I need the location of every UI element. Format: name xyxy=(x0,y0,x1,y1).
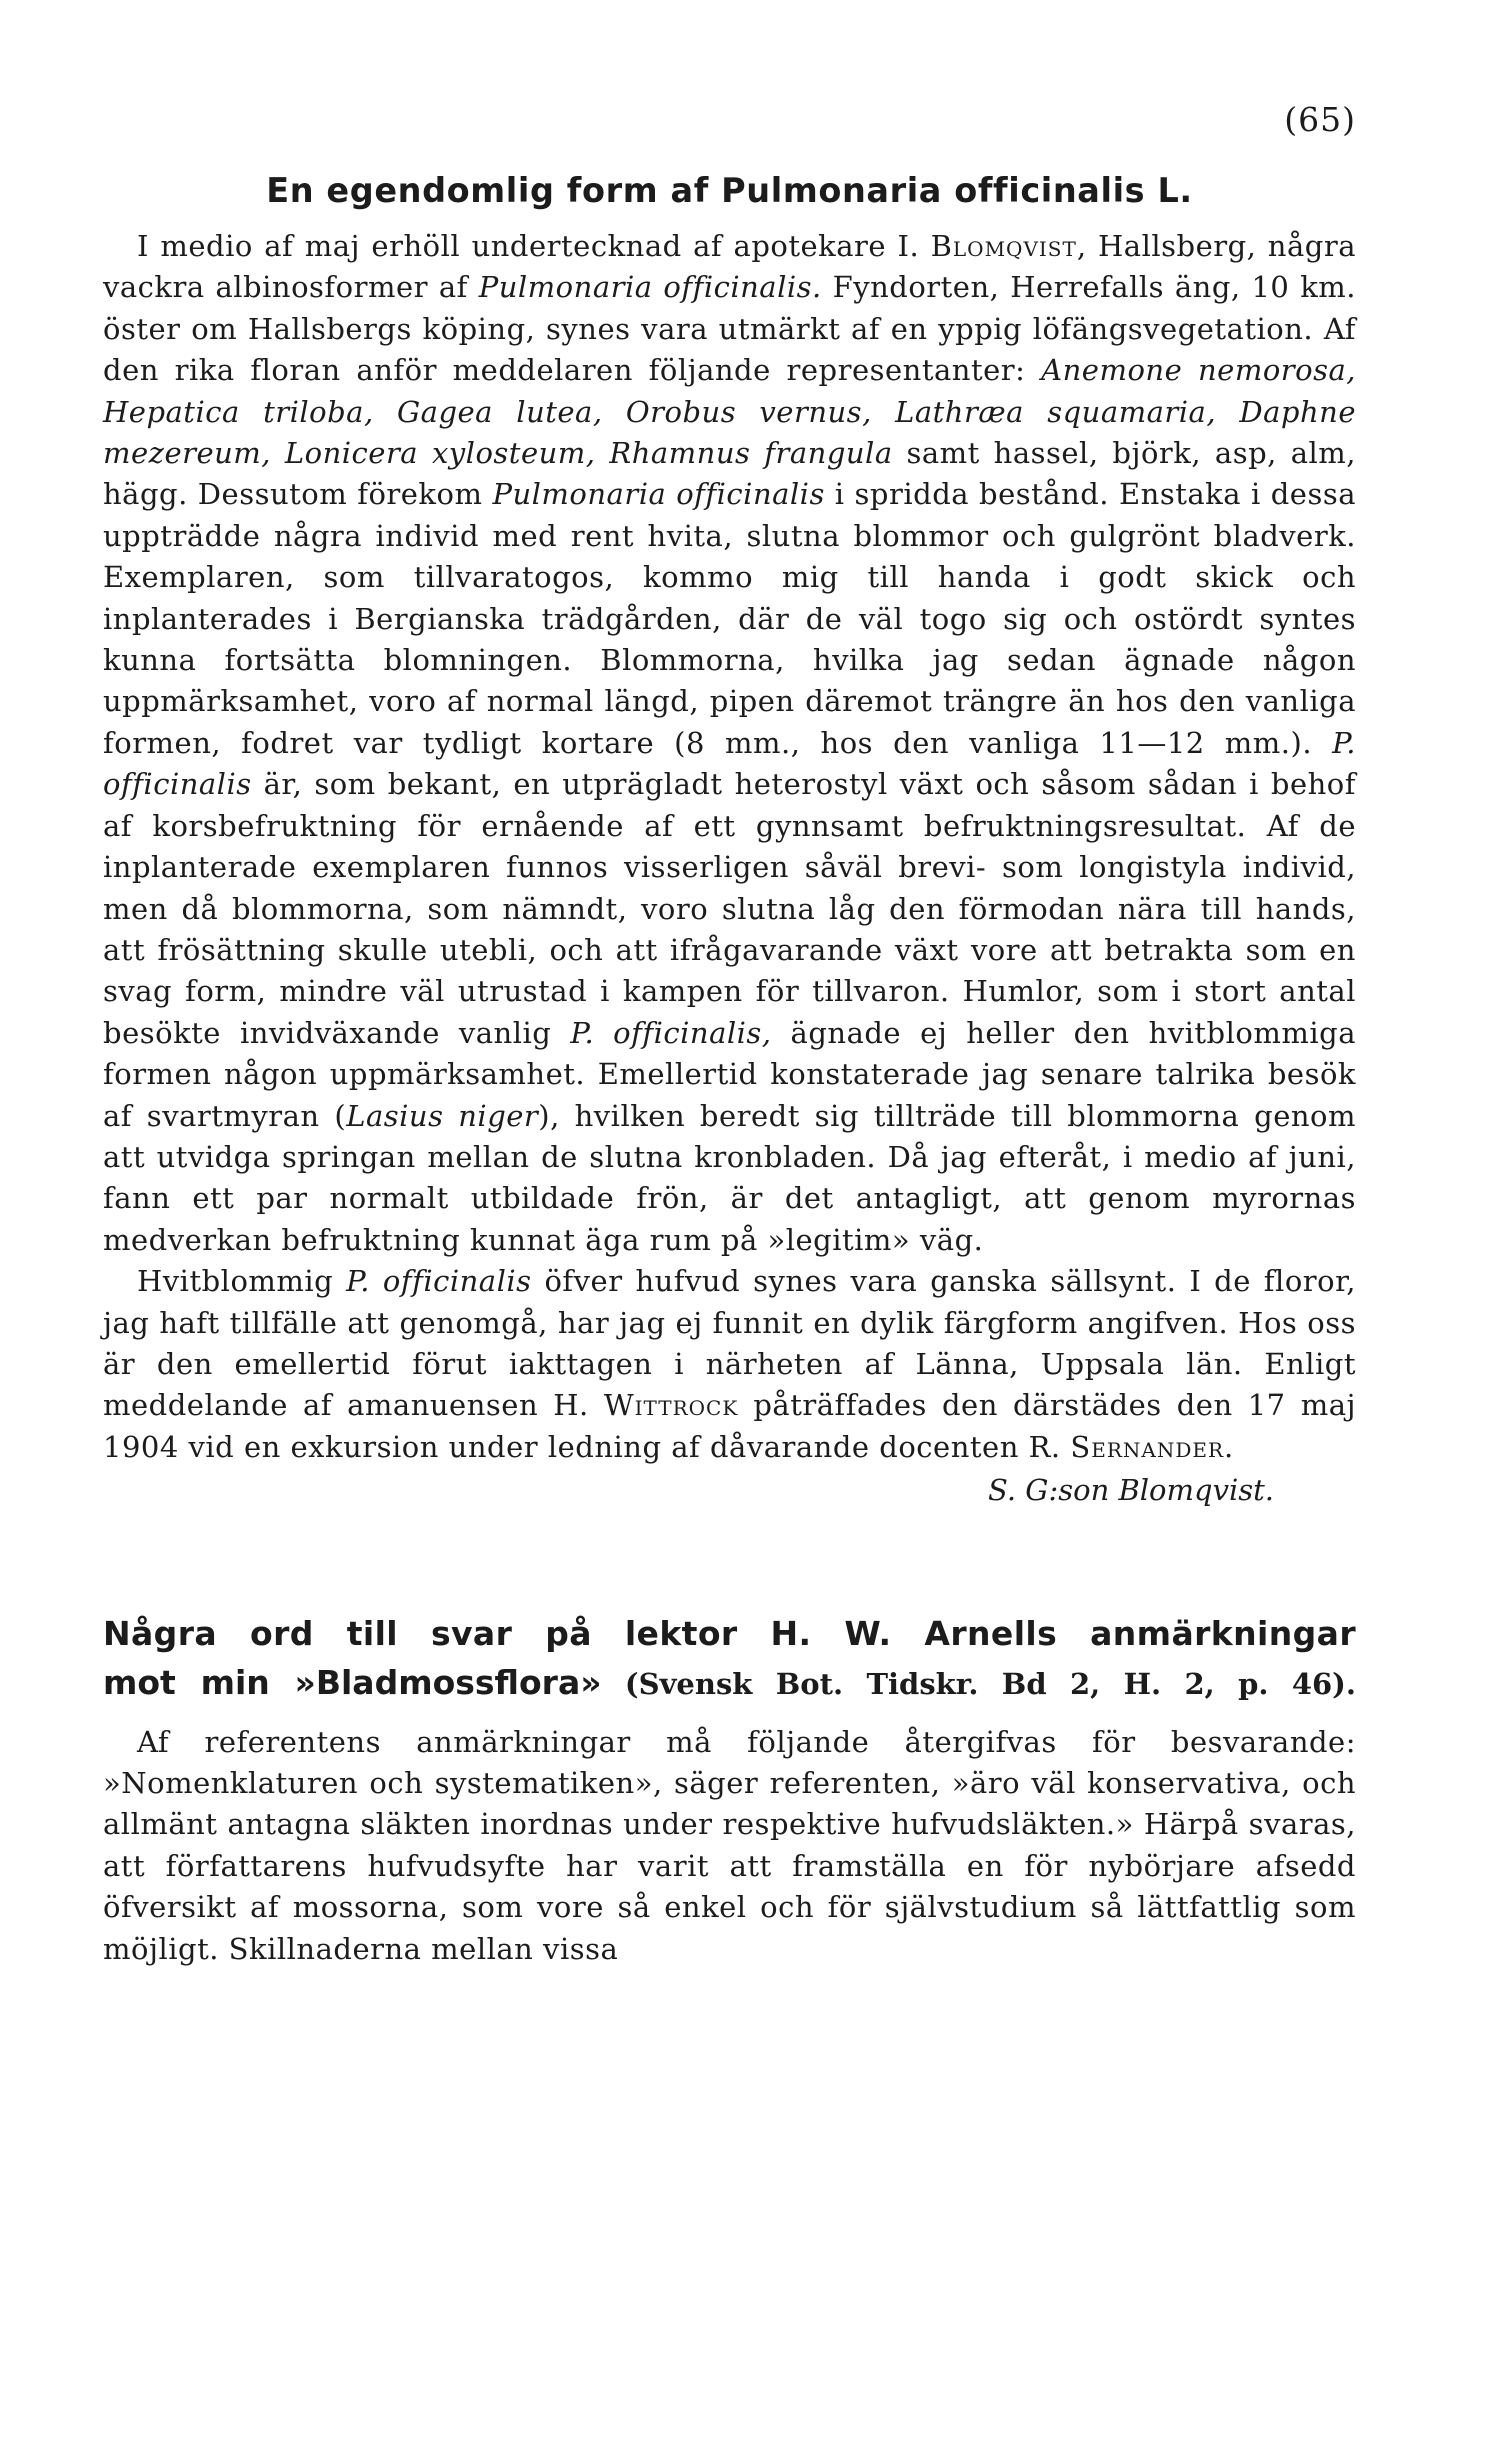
text-run: Hvitblommig xyxy=(137,1264,347,1299)
species-name: Lasius niger xyxy=(346,1098,539,1133)
article-paragraph-2 xyxy=(103,1261,1356,1468)
species-name: Pulmonaria officinalis xyxy=(492,477,825,512)
section-divider-space xyxy=(103,1512,1356,1610)
text-run: ), hvilken beredt sig tillträde till blommorna genom att utvidga springan mellan de slutna kronbladen. Då jag efteråt, i medio af juni, fann ett par normalt utbildade frön, är det antagligt, att genom myrornas medverkan befruktning kunnat äga rum på »legitim» väg. xyxy=(103,1098,1356,1257)
page-number: (65) xyxy=(1284,100,1356,139)
species-name: P. officinalis xyxy=(103,725,1356,802)
article-paragraph-1 xyxy=(103,226,1356,1261)
heading-bold-text: mot min »Bladmossflora» xyxy=(103,1662,602,1702)
article-2-heading-line-1 xyxy=(103,1610,1356,1659)
text-run: Fyndorten, Herrefalls äng, 10 km. öster om Hallsbergs köping, synes vara utmärkt af en yppig löfängsvegetation. Af den rika floran anför meddelaren följande representanter: xyxy=(103,270,1357,388)
text-run: påträffades den därstädes den 17 maj 1904 vid en exkursion under ledning af dåvarande docenten R. xyxy=(103,1388,1356,1464)
text-run: samt hassel, björk, asp, alm, hägg. Dessutom förekom xyxy=(103,436,1356,512)
document-page xyxy=(103,100,1356,1970)
species-list: Anemone nemorosa, Hepatica triloba, Gagea lutea, Orobus vernus, Lathræa squamaria, Daphne mezereum, Lonicera xylosteum, Rhamnus frangula xyxy=(103,353,1356,471)
author-name-wittrock: Wittrock xyxy=(603,1388,739,1423)
heading-citation: (Svensk Bot. Tidskr. Bd 2, H. 2, p. 46). xyxy=(601,1666,1356,1701)
article-signature: S. G:son Blomqvist. xyxy=(988,1473,1274,1508)
author-name-sernander: Sernander xyxy=(1070,1429,1225,1464)
text-run: I medio af maj erhöll undertecknad af apotekare I. xyxy=(137,229,931,263)
species-name: P. officinalis xyxy=(346,1264,532,1299)
heading-bold-text: Några ord till svar på lektor H. W. Arnells anmärkningar xyxy=(103,1613,1356,1653)
species-name: P. officinalis, xyxy=(570,1015,772,1050)
author-name-blomqvist: Blomqvist xyxy=(930,229,1077,263)
text-run: i spridda bestånd. Enstaka i dessa uppträdde några individ med rent hvita, slutna blommor och gulgrönt bladverk. Exemplaren, som tillvaratogos, kommo mig till handa i godt skick och inplanterades i Bergianska trädgården, där de väl togo sig och ostördt syntes kunna fortsätta blomningen. Blommorna, hvilka jag sedan ägnade någon uppmärksamhet, voro af normal längd, pipen däremot trängre än hos den vanliga formen, fodret var tydligt kortare (8 mm., hos den vanliga 11—12 mm.). xyxy=(103,477,1357,760)
article-2-paragraph-1: Af referentens anmärkningar må följande återgifvas för besvarande: »Nomenklaturen och systematiken», säger referenten, »äro väl konservativa, och allmänt antagna släkten inordnas under respektive hufvudsläkten.» Härpå svaras, att författarens hufvudsyfte har varit att framställa en för nybörjare afsedd öfversikt af mossorna, som vore så enkel och för självstudium så lättfattlig som möjligt. Skillnaderna mellan vissa xyxy=(103,1724,1356,1966)
article-title: En egendomlig form af Pulmonaria officinalis L. xyxy=(266,171,1193,210)
species-name: Pulmonaria officinalis. xyxy=(478,270,822,305)
text-run: ägnade ej heller den hvitblommiga formen någon uppmärksamhet. Emellertid konstaterade jag senare talrika besök af svartmyran ( xyxy=(103,1015,1356,1133)
text-run: öfver hufvud synes vara ganska sällsynt. I de floror, jag haft tillfälle att genomgå, har jag ej funnit en dylik färgform angifven. Hos oss är den emellertid förut iakttagen i närheten af Länna, Uppsala län. Enligt meddelande af amanuensen H. xyxy=(103,1264,1356,1423)
text-run: , Hallsberg, några vackra albinosformer af xyxy=(103,229,1356,305)
text-run: . xyxy=(1224,1429,1234,1464)
article-2-heading-line-2 xyxy=(103,1659,1356,1708)
text-run: är, som bekant, en utprägladt heterostyl växt och såsom sådan i behof af korsbefruktning för ernående af ett gynnsamt befruktningsresultat. Af de inplanterade exemplaren funnos visserligen såväl brevi- som longistyla individ, men då blommorna, som nämndt, voro slutna låg den förmodan nära till hands, att frösättning skulle utebli, och att ifrågavarande växt vore att betrakta som en svag form, mindre väl utrustad i kampen för tillvaron. Humlor, som i stort antal besökte invidväxande vanlig xyxy=(103,767,1356,1050)
